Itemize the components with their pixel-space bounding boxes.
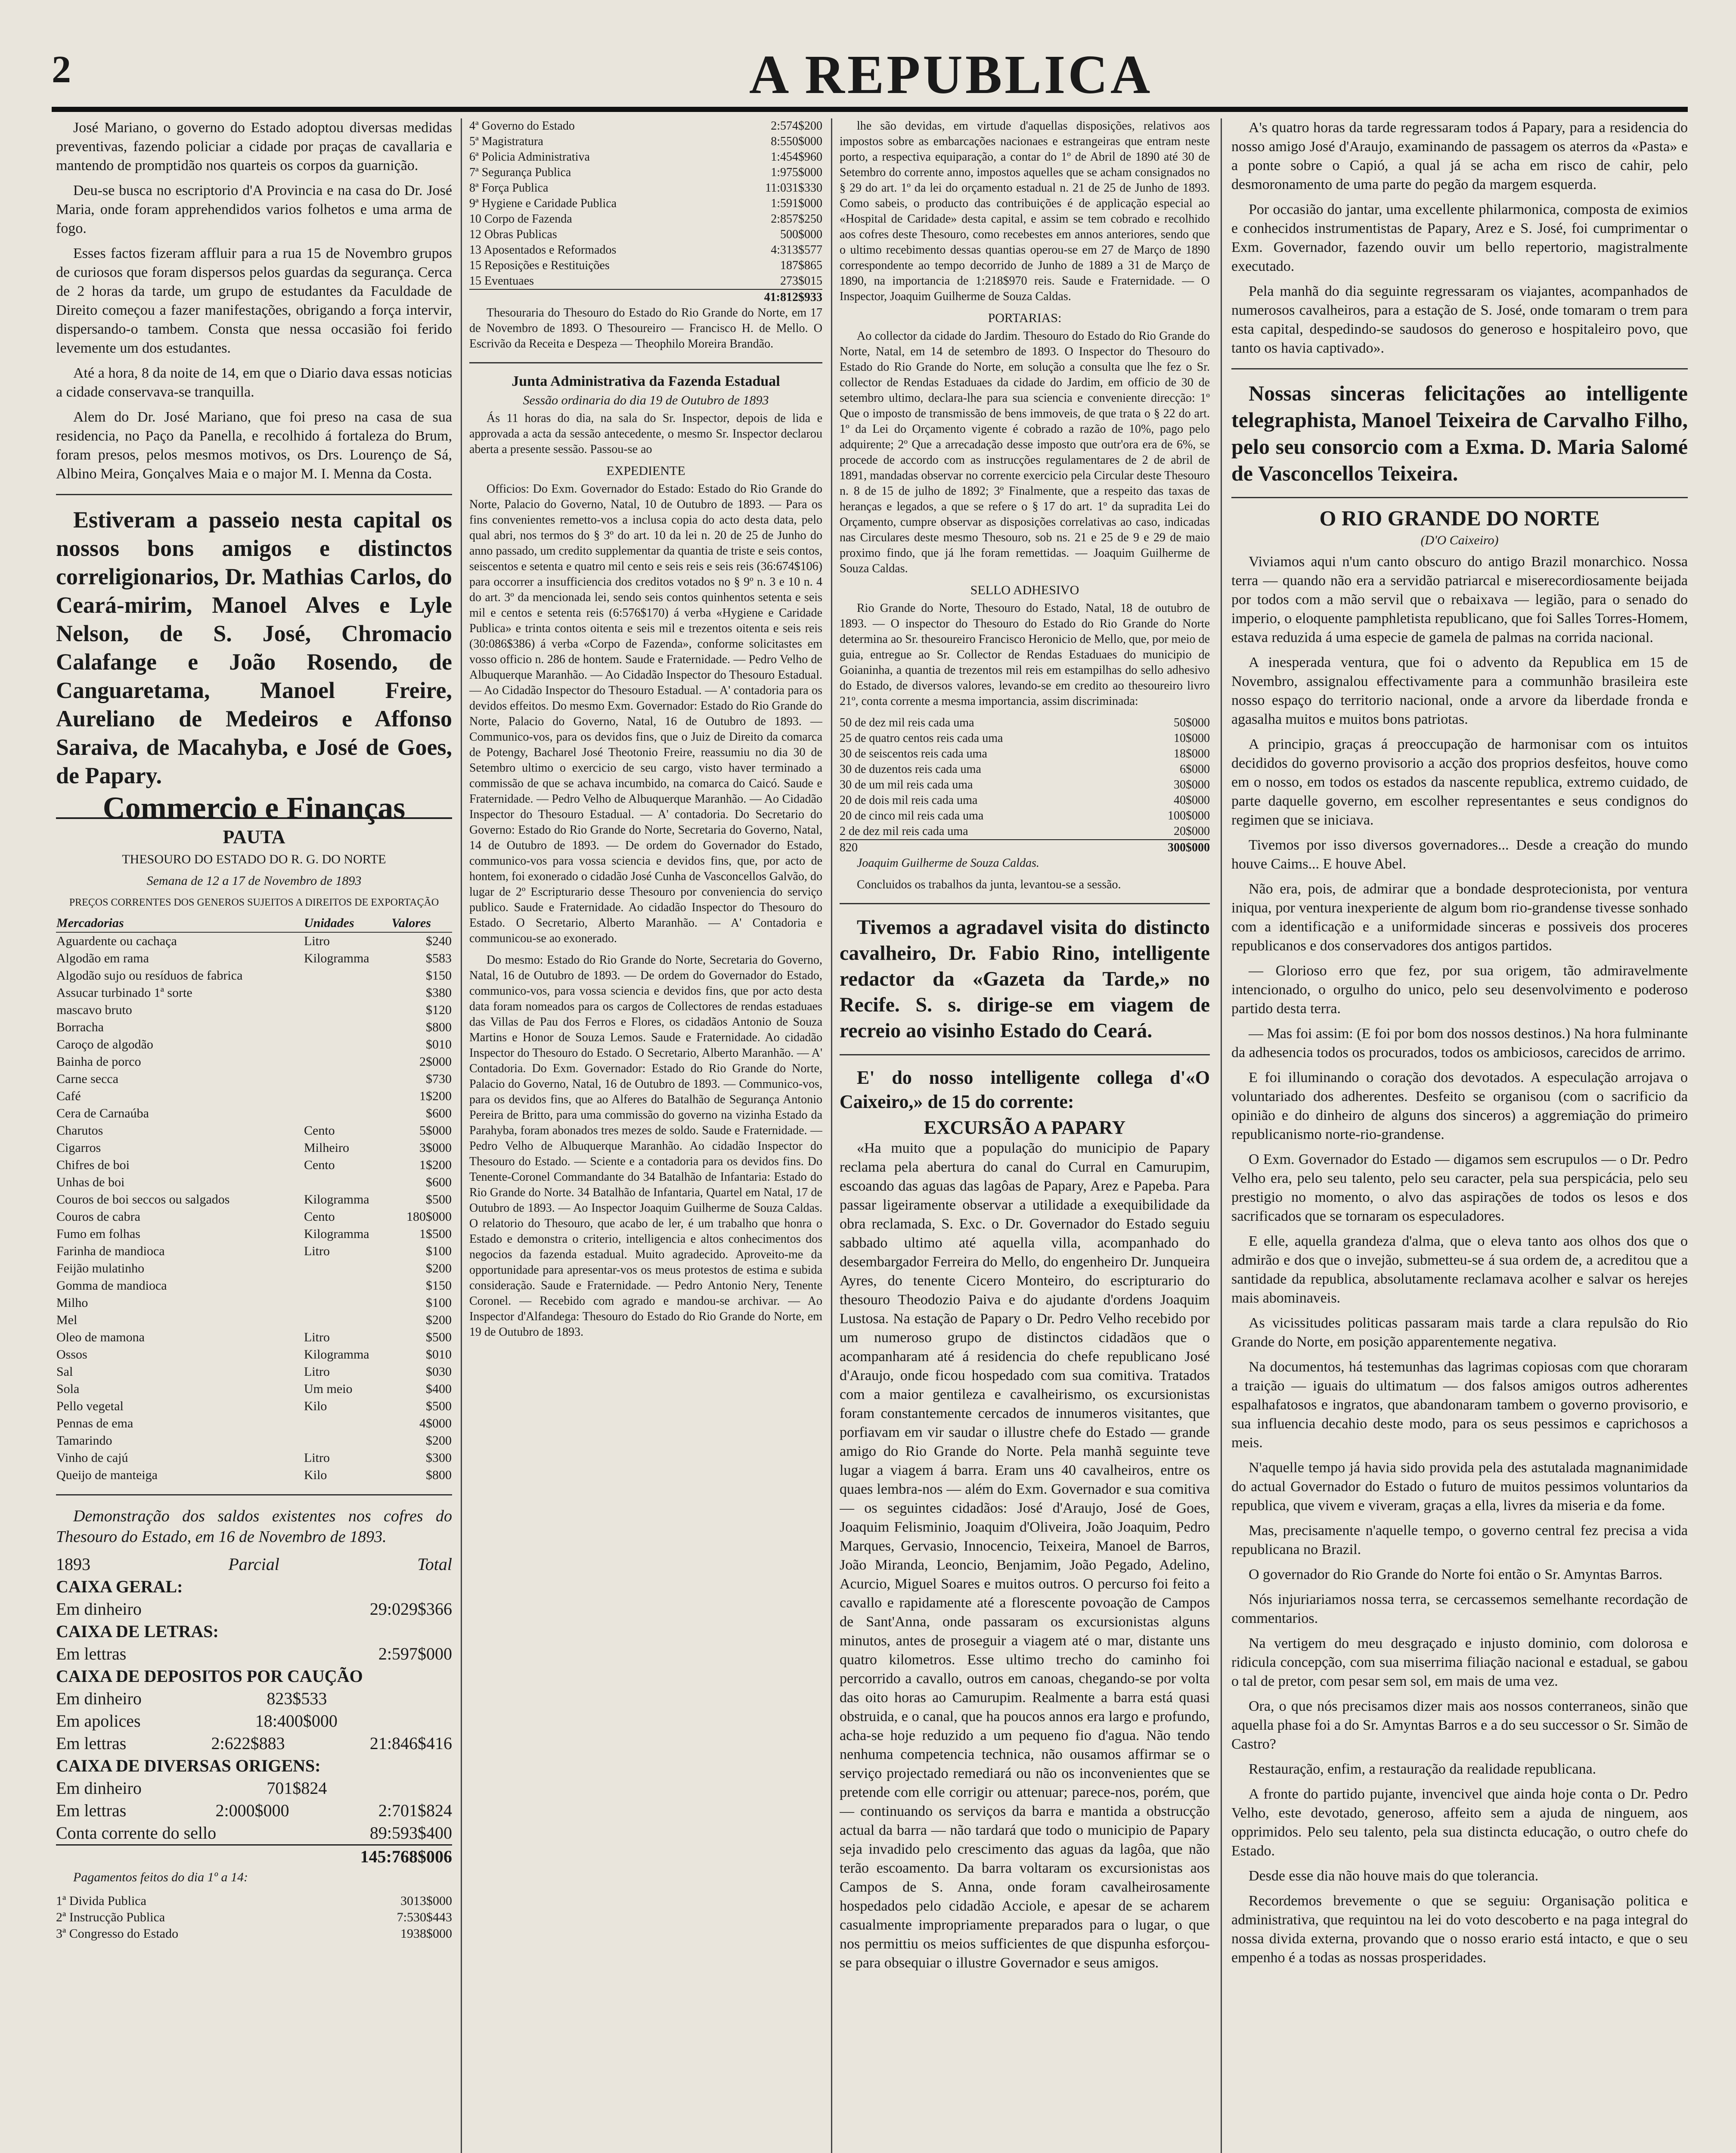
unit-cell: Um meio xyxy=(304,1382,353,1396)
commodity-cell: Sal xyxy=(56,1365,73,1379)
article-paragraph: Alem do Dr. José Mariano, que foi preso na casa de sua residencia, no Paço da Panella, e recolhido á fortaleza do Brum, foram presos, pelos mesmos motivos, os Drs. Lourenço de Sá, Albino Meira, Gonçalves Maia e o major M. I. Menna da Costa. xyxy=(56,409,452,482)
expediente-title: EXPEDIENTE xyxy=(606,464,685,478)
table-header: Mercadorias xyxy=(56,915,304,932)
unit-cell xyxy=(304,1260,391,1277)
article-paragraph: Recordemos brevemente o que se seguiu: Organisação politica e administrativa, que requintou na lei do voto descoberto e na paga integral do nossa divida externa, provando que o nosso erario está intacto, e que o seu empenho é a todas as nossas prosperidades. xyxy=(1231,1893,1688,1966)
commodity-cell: Cera de Carnaúba xyxy=(56,1106,149,1120)
list-item xyxy=(840,715,1210,731)
list-item xyxy=(840,793,1210,808)
list-item xyxy=(469,118,822,134)
article-paragraph: — Glorioso erro que fez, por sua origem, tão admiravelmente intencionado, o orgulho do unico, pelo seu desenvolvimento e poderoso partido desta terra. xyxy=(1231,963,1688,1017)
masthead xyxy=(52,39,1688,103)
value-cell: 5$000 xyxy=(419,1123,452,1138)
commodity-cell: Gomma de mandioca xyxy=(56,1278,167,1293)
article-paragraph: — Mas foi assim: (E foi por bom dos nossos destinos.) Na hora fulminante da adhesencia todos os procurados, todos os ambiciosos, carecidos de arrimo. xyxy=(1231,1026,1688,1061)
commodity-cell: Café xyxy=(56,1089,81,1103)
pauta-week: Semana de 12 a 17 de Novembro de 1893 xyxy=(146,874,362,888)
list-item-label: 20 de cinco mil reis cada uma xyxy=(840,809,984,822)
list-item-label: 3ª Congresso do Estado xyxy=(56,1927,179,1941)
table-row xyxy=(56,1243,452,1260)
rgn-title: O RIO GRANDE DO NORTE xyxy=(1319,506,1600,530)
article-paragraph: Restauração, enfim, a restauração da realidade republicana. xyxy=(1249,1761,1596,1777)
commodity-cell: Farinha de mandioca xyxy=(56,1244,165,1258)
value-cell: $600 xyxy=(426,1106,452,1120)
list-item-label: 20 de dois mil reis cada uma xyxy=(840,794,978,807)
commodity-cell: Bainha de porco xyxy=(56,1055,141,1069)
value-cell: 2$000 xyxy=(419,1055,452,1069)
value-cell: $200 xyxy=(426,1313,452,1327)
list-item-value: 20$000 xyxy=(1174,825,1210,838)
separator xyxy=(1231,497,1688,498)
list-item-value: 1:975$000 xyxy=(771,166,822,179)
value-cell: $583 xyxy=(426,951,452,965)
commodity-cell: Sola xyxy=(56,1382,80,1396)
table-row xyxy=(56,1363,452,1381)
list-item xyxy=(469,180,822,196)
separator xyxy=(840,1054,1210,1055)
table-row xyxy=(56,1346,452,1363)
unit-cell: Kilogramma xyxy=(304,1347,369,1362)
list-item-label: 5ª Magistratura xyxy=(469,135,543,148)
list-item-value: 10$000 xyxy=(1174,732,1210,745)
article-paragraph: Esses factos fizeram affluir para a rua 15 de Novembro grupos de curiosos que foram dispersos pelos guardas da segurança. Cerca de 2 horas da tarde, um grupo de estudantes da Faculdade de Direito começou a fazer manifestações, obrigando a força intervir, dispersando-o tambem. Consta que nessa occasião foi ferido levemente um dos estudantes. xyxy=(56,245,452,356)
table-row xyxy=(56,984,452,1002)
commodity-cell: Queijo de manteiga xyxy=(56,1468,158,1482)
list-item-label: 8ª Força Publica xyxy=(469,181,549,195)
junta-text: Ás 11 horas do dia, na sala do Sr. Inspector, depois de lida e approvada a acta da sessão antecedente, o mesmo Sr. Inspector declarou aberta a presente sessão. Passou-se ao xyxy=(469,412,822,456)
list-item-value: 30$000 xyxy=(1174,778,1210,791)
unit-cell: Litro xyxy=(304,1330,330,1344)
caixeiro-note: E' do nosso intelligente collega d'«O Caixeiro,» de 15 do corrente: xyxy=(840,1067,1210,1112)
commodity-cell: Assucar turbinado 1ª sorte xyxy=(56,986,192,1000)
value-cell: $400 xyxy=(426,1382,452,1396)
value-cell: $800 xyxy=(426,1468,452,1482)
list-item-value: 2:574$200 xyxy=(771,119,822,133)
list-item-value: 4:313$577 xyxy=(771,243,822,257)
commodity-cell: Algodão em rama xyxy=(56,951,149,965)
list-item-value: 1:454$960 xyxy=(771,150,822,164)
junta-session: Sessão ordinaria do dia 19 de Outubro de 1893 xyxy=(523,393,769,407)
list-item xyxy=(469,227,822,242)
unit-cell xyxy=(304,1312,391,1329)
article-paragraph: As vicissitudes politicas passaram mais tarde a clara repulsão do Rio Grande do Norte, em posição apparentemente negativa. xyxy=(1231,1315,1688,1350)
value-cell: 1$500 xyxy=(419,1227,452,1241)
newspaper-title: A REPUBLICA xyxy=(749,44,1153,105)
value-cell: $100 xyxy=(426,1296,452,1310)
table-row xyxy=(56,1208,452,1225)
grand-total: 145:768$006 xyxy=(360,1847,452,1866)
table-row xyxy=(56,1225,452,1243)
unit-cell: Litro xyxy=(304,1244,330,1258)
thesouraria-note: Thesouraria do Thesouro do Estado do Rio Grande do Norte, em 17 de Novembro de 1893. O Thesoureiro — Francisco H. de Mello. O Escrivão da Receita e Despeza — Theophilo Moreira Brandão. xyxy=(469,306,822,351)
column-divider xyxy=(1221,118,1222,2153)
list-item-value: 187$865 xyxy=(780,259,822,272)
unit-cell: Cento xyxy=(304,1123,335,1138)
list-item-value: 1:591$000 xyxy=(771,197,822,210)
value-cell: $800 xyxy=(426,1020,452,1034)
unit-cell: Kilogramma xyxy=(304,951,369,965)
commodity-cell: Caroço de algodão xyxy=(56,1037,153,1052)
table-row xyxy=(56,1398,452,1415)
excursao-text: «Ha muito que a população do municipio de Papary reclama pela abertura do canal do Curral en Camurupim, escoando das aguas das lagôas de Papary, Arez e Papeba. Para passar ligeiramente observar a utilidade a exequibilidade da obra reclamada, S. Exc. o Dr. Governador do Estado seguiu sabbado ultimo até aquella villa, acompanhado do desembargador Ferreira do Mello, do engenheiro Dr. Junqueira Ayres, do tenente Cicero Monteiro, do escripturario do thesouro Theodozio Paiva e do ajudante d'ordens Joaquim Lustosa. Na estação de Papary o Dr. Pedro Velho recebido por um numeroso grupo de distinctos cidadãos que o acompanharam até á residencia do chefe republicano José d'Araujo, onde ficou hospedado com sua comitiva. Tratados com a maior gentileza e cavalheirismo, os excursionistas foram constantemente cercados de innumeros visitantes, que porfiavam em vir saudar o illustre chefe do Estado — grande amigo do Rio Grande do Norte. Pela manhã seguinte teve lugar a viagem á barra. Eram uns 40 cavalheiros, entre os quaes lembra-nos — além do Exm. Governador e sua comitiva — os seguintes cidadãos: José d'Araujo, José de Goes, Joaquim Felisminio, Joaquim d'Oliveira, João Joaquim, Pedro Marques, Gervasio, Innocencio, Teixeira, Manoel de Barros, João Miranda, Leoncio, Benjamim, João Pegado, Adelino, Acurcio, Miguel Soares e muitos outros. O percurso foi feito a cavallo e rapidamente até a florescente povoação de Campos de Sant'Anna, onde passaram os excursionistas alguns minutos, antes de proseguir a viagem até o mar, distante uns quatro kilometros. Esse ultimo trecho do caminho foi percorrido a cavallo, outros em canoas, chegando-se por volta das oito horas ao Camurupim. Realmente a barra está quasi obstruida, e o canal, que ha poucos annos era largo e profundo, acha-se hoje reduzido a um pequeno fio d'agua. Não tendo nenhuma competencia technica, não ousamos affirmar se o serviço projectado remediará ou não os inconvenientes que se pretende com elle corrigir ou attenuar; parece-nos, porém, que — continuando os serviços da barra e mantida a obstrucção actual da barra — não tardará que todo o municipio de Papary seja invadido pelo crescimento das aguas da lagôa, que não terão escoamento. Da barra voltaram os excursionistas aos Campos de S. Anna, onde foram cavalheirosamente hospedados pelo cidadão Acciole, e apesar de se acharem casualmente impropriamente preparados para o lugar, o que nos permittiu os meios sufficientes de que dispunha esforçou-se para obsequiar o illustre Governador e seus amigos. xyxy=(840,1140,1210,1971)
list-item-value: 8:550$000 xyxy=(771,135,822,148)
list-item-value: 2:857$250 xyxy=(771,212,822,226)
table-row xyxy=(56,967,452,984)
expediente-text: Do mesmo: Estado do Rio Grande do Norte, Secretaria do Governo, Natal, 16 de Outubro de 1893. — De ordem do Governador do Estado, communico-vos, para vossa sciencia e devidos fins, que por acto desta data foram nomeados para os cargos de Collectores de rendas estaduaes das Villas de Pau dos Ferros e Flores, os cidadãos Antonio de Souza Martins e Honor de Souza Lemos. Saude e Fraternidade. Ao cidadão Inspector do Thesouro do Estado. O Secretario, Alberto Maranhão. — A' Contadoria. Do Exm. Governador: Estado do Rio Grande do Norte, Palacio do Governo, Natal, 16 de Outubro de 1893. — Communico-vos, para os devidos fins, que ao Alferes do Batalhão de Segurança Antonio Pereira de Britto, para uma commissão do governo na vizinha Estado da Parahyba, foram abonados tres mezes de soldo. Saude e Fraternidade. — Pedro Velho de Albuquerque Maranhão. Ao cidadão Inspector do Thesouro do Estado. — Sciente e a contadoria para os devidos fins. Do Tenente-Coronel Commandante do 34 Batalhão de Infantaria: Estado do Rio Grande do Norte. 34 Batalhão de Infantaria, Quartel em Natal, 17 de Outubro de 1893. — Ao Inspector Joaquim Guilherme de Souza Caldas. O relatorio do Thesouro, que acabo de ler, é um trabalho que honra o Estado e demonstra o criterio, intelligencia e altos conhecimentos dos negocios da fazenda estadual. Muito agradecido. Aproveito-me da opportunidade para apresentar-vos os meus protestos de estima e subida consideração. Saude e Fraternidade. — Pedro Antonio Nery, Tenente Coronel. — Recebido com agrado e mandou-se archivar. — Ao Inspector d'Alfandega: Thesouro do Estado do Rio Grande do Norte, em 19 de Outubro de 1893. xyxy=(469,953,822,1339)
unit-cell xyxy=(304,1277,391,1294)
list-item xyxy=(840,777,1210,793)
table-row xyxy=(56,1070,452,1088)
article-paragraph: Na vertigem do meu desgraçado e injusto dominio, com dolorosa e ridicula concepção, com sua miserrima filiação nacional e estadual, se gabou o tal de pretor, com pesar sem sol, em mais de uma vez. xyxy=(1231,1635,1688,1689)
article-paragraph: Não era, pois, de admirar que a bondade desprotecionista, por ventura iniqua, por ventura inexperiente de algum bom rio-grandense tivesse sonhado com a identificação e a uniformidade sinceras e possiveis dos proceres republicanos e dos conservadores dos antigos partidos. xyxy=(1231,881,1688,954)
list-item-value: 18$000 xyxy=(1174,747,1210,760)
table-row xyxy=(56,932,452,950)
table-row xyxy=(56,1036,452,1053)
list-item xyxy=(469,211,822,227)
table-row xyxy=(56,1312,452,1329)
separator xyxy=(469,362,822,363)
list-item xyxy=(469,165,822,180)
portarias-text: Ao collector da cidade do Jardim. Thesouro do Estado do Rio Grande do Norte, Natal, em 14 de setembro de 1893. O Inspector do Thesouro do Estado do Rio Grande do Norte, em solução a consulta que lhe fez o Sr. collector de Rendas Estaduaes da cidade do Jardim, em officio de 30 de setembro ultimo, declara-lhe para sua sciencia e conveniente direcção: 1º Que o imposto de transmissão de bens immoveis, de que trata o § 22 do art. 1º da Lei do Orçamento vigente é cobrado a razão de 10%, pago pelo adquirente; 2º Que a arrecadação desse imposto que outr'ora era de 6%, se procede de accordo com as instrucções regulamentares de 2 de abril de 1891, mandadas observar no corrente exercicio pela Circular deste Thesouro n. 8 de 15 de julho de 1892; 3º Finalmente, que a respeito das taxas de heranças e legados, a que se refere o § 17 do art. 1º da supradita Lei do Orçamento, cumpre observar as disposições correlativas ao caso, indicadas nas Circulares deste mesmo Thesouro, sob ns. 21 e 25 de 9 e 29 de maio proximo findo, que já lhe foram remettidas. — Joaquim Guilherme de Souza Caldas. xyxy=(840,329,1210,575)
unit-cell: Milheiro xyxy=(304,1141,349,1155)
table-header: Unidades xyxy=(304,915,391,932)
list-item xyxy=(840,824,1210,839)
commodity-cell: Pennas de ema xyxy=(56,1416,133,1430)
despesas-total: 41:812$933 xyxy=(764,291,822,304)
commodity-cell: Oleo de mamona xyxy=(56,1330,145,1344)
unit-cell xyxy=(304,1053,391,1070)
commodity-cell: Chifres de boi xyxy=(56,1158,130,1172)
list-item-label: 30 de um mil reis cada uma xyxy=(840,778,973,791)
column-2 xyxy=(469,118,822,2153)
value-cell: $100 xyxy=(426,1244,452,1258)
list-item-label: 15 Eventuaes xyxy=(469,274,534,288)
table-row xyxy=(56,1329,452,1346)
commodity-cell: Fumo em folhas xyxy=(56,1227,140,1241)
article-paragraph: Tivemos por isso diversos governadores... Desde a creação do mundo houve Caims... E houve Abel. xyxy=(1231,837,1688,872)
unit-cell: Litro xyxy=(304,1365,330,1379)
article-paragraph: lhe são devidas, em virtude d'aquellas disposições, relativos aos impostos sobre as embarcações nacionaes e estrangeiras que entram neste porto, a respectiva equiparação, a contar do 1º de Abril de 1890 até 30 de Setembro do corrente anno, impostos aquelles que se acham consignados no § 29 do art. 1º da lei do orçamento estadual n. 21 de 25 de Junho de 1893. Como sabeis, o producto das contribuições é de applicação especial ao «Hospital de Caridade» desta capital, e assim se tem cobrado e recolhido aos cofres deste Thesouro, como recebestes em annos anteriores, sendo que o ultimo recebimento dessas quantias operou-se em 27 de Março de 1890 correspondente ao tempo decorrido de Junho de 1889 a 31 de Março de 1890, na importancia de 1:218$970 reis. Saude e Fraternidade. — O Inspector, Joaquim Guilherme de Souza Caldas. xyxy=(840,119,1210,303)
article-paragraph: A fronte do partido pujante, invencivel que ainda hoje conta o Dr. Pedro Velho, este devotado, generoso, affeito sem a ajuda de ninguem, aos opprimidos. Pelo seu talento, pela sua distincta educação, o outro chefe do Estado. xyxy=(1231,1786,1688,1859)
table-row xyxy=(56,1053,452,1070)
unit-cell xyxy=(304,1415,391,1432)
value-cell: $240 xyxy=(426,934,452,948)
sello-list xyxy=(840,715,1210,839)
value-cell: $730 xyxy=(426,1072,452,1086)
table-header: Valores xyxy=(391,915,452,932)
table-row xyxy=(56,1088,452,1105)
table-row xyxy=(56,950,452,967)
unit-cell xyxy=(304,1294,391,1312)
page-number: 2 xyxy=(52,48,71,91)
list-item-value: 7:530$443 xyxy=(397,1910,452,1924)
value-cell: $600 xyxy=(426,1175,452,1189)
unit-cell xyxy=(304,1070,391,1088)
table-row xyxy=(56,1432,452,1449)
value-cell: $200 xyxy=(426,1433,452,1448)
article-paragraph: Por occasião do jantar, uma excellente philarmonica, composta de eximios e conhecidos instrumentistas de Papary, Arez e S. José, foi cumprimentar o Exm. Governador, fazendo ouvir um bello repertorio, magistralmente executado. xyxy=(1231,202,1688,274)
pauta-subtitle: THESOURO DO ESTADO DO R. G. DO NORTE xyxy=(122,852,386,866)
value-cell: $010 xyxy=(426,1037,452,1052)
list-item-value: 6$000 xyxy=(1180,763,1210,776)
commodity-cell: Algodão sujo ou resíduos de fabrica xyxy=(56,968,243,983)
unit-cell xyxy=(304,1174,391,1191)
commodity-cell: Feijão mulatinho xyxy=(56,1261,145,1275)
commodity-cell: Carne secca xyxy=(56,1072,119,1086)
visitors-note: Estiveram a passeio nesta capital os nossos bons amigos e distinctos correligionarios, Dr. Mathias Carlos, do Ceará-mirim, Manoel Alves e Lyle Nelson, de S. José, Chromacio Calafange e João Rosendo, de Canguaretama, Manoel Freire, Aureliano de Medeiros e Affonso Saraiva, de Macahyba, e José de Goes, de Papary. xyxy=(56,507,452,788)
saldos-title: Demonstração dos saldos existentes nos cofres do Thesouro do Estado, em 16 de Novembro de 1893. xyxy=(56,1507,452,1546)
value-cell: $030 xyxy=(426,1365,452,1379)
list-item xyxy=(840,808,1210,824)
list-item-label: 25 de quatro centos reis cada uma xyxy=(840,732,1003,745)
list-item-value: 3013$000 xyxy=(400,1894,452,1908)
column-4 xyxy=(1231,118,1688,2153)
list-item xyxy=(840,746,1210,762)
despesas-list xyxy=(469,118,822,289)
unit-cell xyxy=(304,967,391,984)
unit-cell xyxy=(304,984,391,1002)
article-paragraph: Até a hora, 8 da noite de 14, em que o Diario dava essas noticias a cidade conservava-se tranquilla. xyxy=(56,365,452,400)
value-cell: 1$200 xyxy=(419,1158,452,1172)
unit-cell xyxy=(304,1088,391,1105)
article-paragraph: Mas, precisamente n'aquelle tempo, o governo central fez precisa a vida republicana no Brazil. xyxy=(1231,1523,1688,1557)
unit-cell: Kilo xyxy=(304,1399,327,1413)
separator xyxy=(56,494,452,495)
list-item-label: 1ª Divida Publica xyxy=(56,1894,146,1908)
article-paragraph: E elle, aquella grandeza d'alma, que o eleva tanto aos olhos dos que o admirão e dos que o invejão, submetteu-se á sua ordem de, a acreditou que a santidade da republica, absolutamente reclamava acolher e salvar os herejes mais abominaveis. xyxy=(1231,1233,1688,1306)
table-row xyxy=(56,1449,452,1467)
list-item xyxy=(56,1893,452,1909)
table-row xyxy=(56,1105,452,1122)
commodity-cell: Vinho de cajú xyxy=(56,1451,128,1465)
caixa-depositos-label: CAIXA DE DEPOSITOS POR CAUÇÃO xyxy=(56,1666,363,1686)
value-cell: 180$000 xyxy=(406,1210,452,1224)
commodity-cell: Milho xyxy=(56,1296,88,1310)
value-cell: $150 xyxy=(426,968,452,983)
article-paragraph: N'aquelle tempo já havia sido provida pela des astutalada magnanimidade do actual Governador do Estado o futuro de muitos pessimos voluntarios da republica, que vivem e viveram, graças a ella, livres da miseria e da fome. xyxy=(1231,1460,1688,1514)
list-item-label: 2ª Instrucção Publica xyxy=(56,1910,165,1924)
unit-cell xyxy=(304,1432,391,1449)
unit-cell: Litro xyxy=(304,1451,330,1465)
sello-title: SELLO ADHESIVO xyxy=(970,583,1079,597)
unit-cell: Kilogramma xyxy=(304,1227,369,1241)
value-cell: 4$000 xyxy=(419,1416,452,1430)
table-row xyxy=(56,1002,452,1019)
excursao-title: EXCURSÃO A PAPARY xyxy=(924,1117,1126,1138)
unit-cell: Cento xyxy=(304,1158,335,1172)
list-item-label: 30 de duzentos reis cada uma xyxy=(840,763,981,776)
unit-cell xyxy=(304,1019,391,1036)
list-item xyxy=(469,149,822,165)
list-item xyxy=(469,273,822,289)
sello-total: 300$000 xyxy=(1168,841,1210,854)
list-item xyxy=(56,1909,452,1926)
value-cell: $500 xyxy=(426,1399,452,1413)
list-item-label: 2 de dez mil reis cada uma xyxy=(840,825,968,838)
article-paragraph: Deu-se busca no escriptorio d'A Provincia e na casa do Dr. José Maria, onde foram apprehendidos varios folhetos e uma arma de fogo. xyxy=(56,183,452,236)
value-cell: $200 xyxy=(426,1261,452,1275)
list-item xyxy=(469,242,822,258)
commodity-cell: Unhas de boi xyxy=(56,1175,125,1189)
list-item xyxy=(469,134,822,149)
table-row xyxy=(56,1415,452,1432)
list-item-value: 273$015 xyxy=(780,274,822,288)
masthead-rule xyxy=(52,107,1688,112)
value-cell: 3$000 xyxy=(419,1141,452,1155)
article-paragraph: José Mariano, o governo do Estado adoptou diversas medidas preventivas, fazendo policiar a cidade por praças de cavallaria e mantendo de promptidão nos quarteis os corpos da guarnição. xyxy=(56,120,452,174)
list-item xyxy=(56,1926,452,1942)
table-row xyxy=(56,1260,452,1277)
commodity-cell: Borracha xyxy=(56,1020,104,1034)
list-item-label: 13 Aposentados e Reformados xyxy=(469,243,617,257)
unit-cell xyxy=(304,1036,391,1053)
table-row xyxy=(56,1174,452,1191)
unit-cell: Litro xyxy=(304,934,330,948)
list-item-value: 50$000 xyxy=(1174,716,1210,729)
column-divider xyxy=(831,118,832,2153)
list-item-label: 7ª Segurança Publica xyxy=(469,166,571,179)
pagamentos-list xyxy=(56,1893,452,1942)
separator xyxy=(840,903,1210,904)
section-title: Commercio e Finanças xyxy=(56,798,452,819)
table-row xyxy=(56,1191,452,1208)
value-cell: $150 xyxy=(426,1278,452,1293)
felicitacoes-note: Nossas sinceras felicitações ao intelligente telegraphista, Manoel Teixeira de Carvalho Filho, pelo seu consorcio com a Exma. D. Maria Salomé de Vasconcellos Teixeira. xyxy=(1231,381,1688,485)
list-item-value: 500$000 xyxy=(780,228,822,241)
article-paragraph: Ora, o que nós precisamos dizer mais aos nossos conterraneos, sinão que aquella phase foi a do Sr. Amyntas Barros e a do seu successor o Sr. Simão de Castro? xyxy=(1231,1698,1688,1752)
value-cell: $500 xyxy=(426,1330,452,1344)
article-paragraph: Viviamos aqui n'um canto obscuro do antigo Brazil monarchico. Nossa terra — quando não era a servidão patriarcal e miserecordiosamente beijada por todos com a mão servil que o rebaixava — legião, para o senado do imperio, o eloquente pamphletista republicano, que foi Salles Torres-Homem, estava reduzida á uma especie de gamela de palmas na corrida nacional. xyxy=(1231,554,1688,645)
unit-cell: Cento xyxy=(304,1210,335,1224)
unit-cell: Kilogramma xyxy=(304,1192,369,1207)
concluidos-note: Concluidos os trabalhos da junta, levantou-se a sessão. xyxy=(857,878,1121,891)
commodity-cell: Pello vegetal xyxy=(56,1399,124,1413)
list-item xyxy=(469,258,822,273)
rino-visit-note: Tivemos a agradavel visita do distincto cavalheiro, Dr. Fabio Rino, intelligente redactor da «Gazeta da Tarde,» no Recife. S. s. dirige-se em viagem de recreio ao visinho Estado do Ceará. xyxy=(840,916,1210,1042)
value-cell: $120 xyxy=(426,1003,452,1017)
table-row xyxy=(56,1122,452,1139)
column-divider xyxy=(461,118,462,2153)
list-item-label: 10 Corpo de Fazenda xyxy=(469,212,572,226)
list-item-label: 12 Obras Publicas xyxy=(469,228,557,241)
table-row xyxy=(56,1294,452,1312)
list-item-label: 30 de seiscentos reis cada uma xyxy=(840,747,987,760)
commodity-cell: Cigarros xyxy=(56,1141,101,1155)
list-item xyxy=(840,762,1210,777)
table-row xyxy=(56,1467,452,1484)
pagamentos-title: Pagamentos feitos do dia 1º a 14: xyxy=(73,1870,248,1884)
list-item-label: 50 de dez mil reis cada uma xyxy=(840,716,974,729)
caixa-diversas-label: CAIXA DE DIVERSAS ORIGENS: xyxy=(56,1756,321,1775)
list-item-label: 9ª Hygiene e Caridade Publica xyxy=(469,197,617,210)
list-item xyxy=(469,196,822,211)
list-item-label: 6ª Policia Administrativa xyxy=(469,150,590,164)
article-paragraph: A's quatro horas da tarde regressaram todos á Papary, para a residencia do nosso amigo José d'Araujo, examinando de passagem os aterros da «Pasta» e a ponte sobre o Capió, a qual já se acha em risco de cahir, pelo desmoronamento de uma parte do pegão da margem esquerda. xyxy=(1231,120,1688,192)
separator xyxy=(56,1494,452,1495)
pauta-table xyxy=(56,915,452,1484)
article-paragraph: Na documentos, há testemunhas das lagrimas copiosas com que choraram a traição — iguais do ultimatum — dos falsos amigos outros adherentes espalhafatosos e ingratos, que abandonaram tambem o governo provisorio, e sua influencia decahio deste modo, para os seus pessimos e caprichosos a meis. xyxy=(1231,1359,1688,1451)
table-row xyxy=(56,1277,452,1294)
value-cell: $010 xyxy=(426,1347,452,1362)
list-item-value: 100$000 xyxy=(1168,809,1210,822)
article-paragraph: Pela manhã do dia seguinte regressaram os viajantes, acompanhados de numerosos cavalheiros, para a estação de S. José, onde tomaram o trem para esta capital, despedindo-se saudosos do generoso e hospitaleiro povo, que tanto os havia captivado». xyxy=(1231,283,1688,356)
list-item-value: 40$000 xyxy=(1174,794,1210,807)
table-row xyxy=(56,1019,452,1036)
list-item-label: 15 Reposições e Restituições xyxy=(469,259,610,272)
article-paragraph: O Exm. Governador do Estado — digamos sem escrupulos — o Dr. Pedro Velho era, pelo seu talento, pelo seu caracter, pela sua perspicácia, pelo seu prestigio no momento, o alvo das aspirações de todos os lesos e dos sacrificados que se tornaram os especuladores. xyxy=(1231,1151,1688,1224)
list-item-value: 11:031$330 xyxy=(765,181,822,195)
separator xyxy=(1231,368,1688,369)
pauta-note: PREÇOS CORRENTES DOS GENEROS SUJEITOS A DIREITOS DE EXPORTAÇÃO xyxy=(69,897,439,908)
column-1: José Mariano, o governo do Estado adoptou diversas medidas preventivas, fazendo policiar a cidade por praças de cavallaria e mantendo de promptidão nos quarteis os corpos da guarnição. Deu-se busca no escriptorio d'A Provincia e na casa do Dr. José Maria, onde foram apprehendidos varios folhetos e uma arma de fogo. Esses factos fizeram affluir para a rua 15 de Novembro grupos de curiosos que foram dispersos pelos guardas da segurança. Cerca de 2 horas da tarde, um grupo de estudantes da Faculdade de Direito começou a fazer manifestações, obrigando a força intervir, dispersando-o tambem. Consta que nessa occasião foi ferido levemente um dos estudantes. Até a hora, 8 da noite de 14, em que o Diario dava essas noticias a cidade conservava-se tranquilla. Alem do Dr. José Mariano, que foi preso na casa de sua residencia, no Paço da Panella, e recolhido á fortaleza do Brum, foram presos, pelos mesmos motivos, os Drs. Lourenço de Sá, Albino Meira, Gonçalves Maia e o major M. I. Menna da Costa. Estiveram a passeio nesta capital os nossos bons amigos e distinctos correligionarios, Dr. Mathias Carlos, do Ceará-mirim, Manoel Alves e Lyle Nelson, de S. José, Chromacio Calafange e João Rosendo, de Canguaretama, Manoel Freire, Aureliano de Medeiros e Affonso Saraiva, de Macahyba, e José de Goes, de Papary. Commercio e Finanças PAUTA THESOURO DO ESTADO DO R. G. DO NORTE Semana de 12 a 17 de Novembro de 1893 PREÇOS CORRENTES DOS GENEROS SUJEITOS A DIREITOS DE EXPORTAÇÃO Mercadorias Unidades Valores Aguardente ou cachaça Litro $240 Algodão em rama Kilogramma $583 Algodão sujo ou resíduos de fabrica $150 Assucar turbinado 1ª sorte $380 mascavo bruto $120 Borracha $800 Caroço de algodão $010 Bainha de porco 2$000 Carne secca $730 Café 1$200 Cera de Carnaúba $600 Charutos Cento 5$000 Cigarros Milheiro 3$000 Chifres de boi Cento 1$200 Unhas de boi $600 Couros de boi seccos ou salgados Kilogramma $500 Couros de cabra Cento 180$000 Fumo em folhas Kilogramma 1$500 Farinha de mandioca Litro $100 Feijão mulatinho $200 Gomma de mandioca $150 Milho $100 Mel $200 Oleo de mamona Litro $500 Ossos Kilogramma $010 Sal Litro $030 Sola Um meio $400 Pello vegetal Kilo $500 Pennas de ema 4$000 Tamarindo $200 Vinho de cajú Litro $300 Queijo de manteiga Kilo $800 Demonstração dos saldos existentes nos cofres do Thesouro do Estado, em 16 de Novembro de 1893. 1893 Parcial Total CAIXA GERAL: Em dinheiro 29:029$366 CAIXA DE LETRAS: Em lettras 2:597$000 CAIXA DE DEPOSITOS POR CAUÇÃO Em dinheiro 823$533 Em apolices 18:400$000 Em lettras 2:622$883 21:846$416 CAIXA DE DIVERSAS ORIGENS: Em dinheiro 701$824 Em lettras 2:000$000 2:701$824 Conta corrente do sello 89:593$400 145:768$006 Pagamentos feitos do dia 1º a 14: 1ª Divida Publica 3013$000 2ª Instrucção Publica 7:530$443 3ª Congresso do Estado 1938$000 xyxy=(56,118,452,2153)
value-cell: $300 xyxy=(426,1451,452,1465)
article-paragraph: E foi illuminando o coração dos devotados. A especulação arrojava o voluntariado dos adherentes. Desfeito se organisou (com o sacrificio da opinião e do dinheiro de alguns dos sinceros) a aggremiação do primeiro republicanismo norte-rio-grandense. xyxy=(1231,1070,1688,1142)
article-paragraph: A principio, graças á preoccupação de harmonisar com os intuitos decididos do governo provisorio a acção dos proprios desfeitos, houve como em o nosso, em todos os estados da nascente republica, extremo cuidado, de parte daquelle governo, em escolher representantes e seus condignos do regimen que se iniciava. xyxy=(1231,736,1688,828)
commodity-cell: Couros de cabra xyxy=(56,1210,140,1224)
caixa-letras-label: CAIXA DE LETRAS: xyxy=(56,1622,219,1641)
commodity-cell: Couros de boi seccos ou salgados xyxy=(56,1192,230,1207)
commodity-cell: Ossos xyxy=(56,1347,87,1362)
commodity-cell: Charutos xyxy=(56,1123,103,1138)
commodity-cell: Mel xyxy=(56,1313,78,1327)
list-item xyxy=(840,731,1210,746)
junta-title: Junta Administrativa da Fazenda Estadual xyxy=(512,373,780,389)
article-paragraph: O governador do Rio Grande do Norte foi então o Sr. Amyntas Barros. xyxy=(1249,1567,1663,1582)
unit-cell xyxy=(304,1002,391,1019)
table-row xyxy=(56,1139,452,1157)
expediente-text: Officios: Do Exm. Governador do Estado: Estado do Rio Grande do Norte, Palacio do Governo, Natal, 10 de Outubro de 1893. — Para os fins convenientes remetto-vos a inclusa copia do acto desta data, pelo qual abri, nos termos do § 3º do art. 10 da lei n. 20 de 25 de Junho do anno passado, um credito supplementar da quantia de triste e seis contos, seiscentos e setenta e quatro mil cento e seis reis e seis reis (36:674$106) para occorrer a insufficiencia dos creditos votados no § 9º n. 3 e 10 n. 4 do art. 3º da mencionada lei, sendo seis contos quinhentos setenta e seis mil e centos e setenta reis (6:576$170) á verba «Hygiene e Caridade Publica» e trinta contos oitenta e seis mil e trezentos oitenta e seis reis (30:086$386) á verba «Corpo de Fazenda», conforme solicitastes em vosso officio n. 286 de hontem. Saude e Fraternidade. — Pedro Velho de Albuquerque Maranhão. — Ao Cidadão Inspector do Thesouro Estadual. — Ao Cidadão Inspector do Thesouro Estadual. — A' contadoria para os devidos effeitos. Do mesmo Exm. Governador: Estado do Rio Grande do Norte, Palacio do Governo, Natal, 16 de Outubro de 1893. — Communico-vos, para os devidos fins, que o Juiz de Direito da comarca de Potengy, Bacharel José Theotonio Freire, reassumiu no dia 30 de Setembro ultimo o exercicio de seu cargo, visto haver terminado a commissão de que se achava incumbido, na comarca do Caicó. Saude e Fraternidade. — Pedro Velho de Albuquerque Maranhão. — Ao Cidadão Inspector do Thesouro Estadual. — A' contadoria. Do Secretario do Governo: Estado do Rio Grande do Norte, Secretaria do Governo, Natal, 14 de Outubro de 1893. — De ordem do Governador do Estado, communico-vos para vossa sciencia e devidos fins, que, por acto de hontem, foi exonerado o cidadão José Cunha de Vasconcellos Galvão, do lugar de 2º Escripturario desse Thesouro por conveniencia do serviço publico. Saude e Fraternidade. Ao cidadão Inspector do Thesouro do Estado. O Secretario, Alberto Maranhão. — A' Contadoria e communicou-se ao exonerado. xyxy=(469,482,822,945)
article-paragraph: Nós injuriariamos nossa terra, se cercassemos semelhante recordação de commentarios. xyxy=(1231,1591,1688,1626)
portarias-title: PORTARIAS: xyxy=(988,311,1062,325)
table-row xyxy=(56,1157,452,1174)
list-item-label: 4ª Governo do Estado xyxy=(469,119,575,133)
pauta-title: PAUTA xyxy=(223,826,285,847)
caixa-geral-label: CAIXA GERAL: xyxy=(56,1577,183,1596)
sello-signature: Joaquim Guilherme de Souza Caldas. xyxy=(857,856,1039,870)
value-cell: $380 xyxy=(426,986,452,1000)
unit-cell xyxy=(304,1105,391,1122)
article-paragraph: Desde esse dia não houve mais do que tolerancia. xyxy=(1249,1868,1539,1884)
sello-text: Rio Grande do Norte, Thesouro do Estado, Natal, 18 de outubro de 1893. — O inspector do Thesouro do Estado do Rio Grande do Norte determina ao Sr. thesoureiro Francisco Heronicio de Mello, que, por meio de guia, entregue ao Sr. Collector de Rendas Estaduaes do municipio de Goianinha, a quantia de trezentos mil reis em estampilhas do sello adhesivo do Estado, de diversos valores, levando-se em credito ao thesoureiro livro 21º, conta corrente a mesma importancia, assim discriminada: xyxy=(840,602,1210,708)
article-paragraph: A inesperada ventura, que foi o advento da Republica em 15 de Novembro, assignalou effectivamente para a communhão brasileira este nosso espaço do territorio nacional, onde a arvore da liberdade fronda e agasalha muitos e muitos bons patriotas. xyxy=(1231,655,1688,727)
unit-cell: Kilo xyxy=(304,1468,327,1482)
column-3: lhe são devidas, em virtude d'aquellas disposições, relativos aos impostos sobre as embarcações nacionaes e estrangeiras que entram neste porto, a respectiva equiparação, a contar do 1º de Abril de 1890 até 30 de Setembro do corrente anno, impostos aquelles que se acham consignados no § 29 do art. 1º da lei do orçamento estadual n. 21 de 25 de Junho de 1893. Como sabeis, o producto das contribuições é de applicação especial ao «Hospital de Caridade» desta capital, e assim se tem cobrado e recolhido aos cofres deste Thesouro, como recebestes em annos anteriores, sendo que o ultimo recebimento dessas quantias operou-se em 27 de Março de 1890 correspondente ao tempo decorrido de Junho de 1889 a 31 de Março de 1890, na importancia de 1:218$970 reis. Saude e Fraternidade. — O Inspector, Joaquim Guilherme de Souza Caldas. PORTARIAS: Ao collector da cidade do Jardim. Thesouro do Estado do Rio Grande do Norte, Natal, em 14 de setembro de 1893. O Inspector do Thesouro do Estado do Rio Grande do Norte, em solução a consulta que lhe fez o Sr. collector de Rendas Estaduaes da cidade do Jardim, em officio de 30 de setembro ultimo, declara-lhe para sua sciencia e conveniente direcção: 1º Que o imposto de transmissão de bens immoveis, de que trata o § 22 do art. 1º da Lei do Orçamento vigente é cobrado a razão de 10%, pago pelo adquirente; 2º Que a arrecadação desse imposto que outr'ora era de 6%, se procede de accordo com as instrucções regulamentares de 2 de abril de 1891, mandadas observar no corrente exercicio pela Circular deste Thesouro n. 8 de 15 de julho de 1892; 3º Finalmente, que a respeito das taxas de heranças e legados, a que se refere o § 17 do art. 1º da supradita Lei do Orçamento, cumpre observar as disposições correlativas ao caso, indicadas nas Circulares deste mesmo Thesouro, sob ns. 21 e 25 de 9 e 29 de maio proximo findo, que já lhe foram remettidas. — Joaquim Guilherme de Souza Caldas. SELLO ADHESIVO Rio Grande do Norte, Thesouro do Estado, Natal, 18 de outubro de 1893. — O inspector do Thesouro do Estado do Rio Grande do Norte determina ao Sr. thesoureiro Francisco Heronicio de Mello, que, por meio de guia, entregue ao Sr. Collector de Rendas Estaduaes do municipio de Goianinha, a quantia de trezentos mil reis em estampilhas do sello adhesivo do Estado, de diversos valores, levando-se em credito ao thesoureiro livro 21º, conta corrente a mesma importancia, assim discriminada: 50 de dez mil reis cada uma 50$000 25 de quatro centos reis cada uma 10$000 30 de seiscentos reis cada uma 18$000 30 de duzentos reis cada uma 6$000 30 de um mil reis cada uma 30$000 20 de dois mil reis cada uma 40$000 20 de cinco mil reis cada uma 100$000 2 de dez mil reis cada uma 20$000 820 300$000 Joaquim Guilherme de Souza Caldas. Concluidos os trabalhos da junta, levantou-se a sessão. Tivemos a agradavel visita do distincto cavalheiro, Dr. Fabio Rino, intelligente redactor da «Gazeta da Tarde,» no Recife. S. s. dirige-se em viagem de recreio ao visinho Estado do Ceará. E' do nosso intelligente collega d'«O Caixeiro,» de 15 do corrente: EXCURSÃO A PAPARY «Ha muito que a população do municipio de Papary reclama pela abertura do canal do Curral en Camurupim, escoando das aguas das lagôas de Papary, Arez e Papeba. Para passar ligeiramente observar a utilidade a exequibilidade da obra reclamada, S. Exc. o Dr. Governador do Estado seguiu sabbado ultimo até aquella villa, acompanhado do desembargador Ferreira do Mello, do engenheiro Dr. Junqueira Ayres, do tenente Cicero Monteiro, do escripturario do thesouro Theodozio Paiva e do ajudante d'ordens Joaquim Lustosa. Na estação de Papary o Dr. Pedro Velho recebido por um numeroso grupo de distinctos cidadãos que o acompanharam até á residencia do chefe republicano José d'Araujo, onde ficou hospedado com sua comitiva. Tratados com a maior gentileza e cavalheirismo, os excursionistas foram constantemente cercados de innumeros visitantes, que porfiavam em vir saudar o illustre chefe do Estado — grande amigo do Rio Grande do Norte. Pela manhã seguinte teve lugar a viagem á barra. Eram uns 40 cavalheiros, entre os quaes lembra-nos — além do Exm. Governador e sua comitiva — os seguintes cidadãos: José d'Araujo, José de Goes, Joaquim Felisminio, Joaquim d'Oliveira, João Joaquim, Pedro Marques, Gervasio, Innocencio, Teixeira, Manoel de Barros, João Miranda, Leoncio, Benjamim, João Pegado, Adelino, Acurcio, Miguel Soares e muitos outros. O percurso foi feito a cavallo e rapidamente até a florescente povoação de Campos de Sant'Anna, onde passaram os excursionistas alguns minutos, antes de proseguir a viagem até o mar, distante uns quatro kilometros. Esse ultimo trecho do caminho foi percorrido a cavallo, outros em canoas, chegando-se por volta das oito horas ao Camurupim. Realmente a barra está quasi obstruida, e o canal, que ha poucos annos era largo e profundo, acha-se hoje reduzido a um pequeno fio d'agua. Não tendo nenhuma competencia technica, não ousamos affirmar se o serviço projectado remediará ou não os inconvenientes que se pretende com elle corrigir ou attenuar; parece-nos, porém, que — continuando os serviços da barra e mantida a obstrucção actual da barra — não tardará que todo o municipio de Papary seja invadido pelo crescimento das aguas da lagôa, que não terão escoamento. Da barra voltaram os excursionistas aos Campos de S. Anna, onde foram cavalheirosamente hospedados pelo cidadão Acciole, e apesar de se acharem casualmente impropriamente preparados para o lugar, o que nos permittiu os meios sufficientes de que dispunha esforçou-se para obsequiar o illustre Governador e seus amigos. xyxy=(840,118,1210,2153)
list-item-value: 1938$000 xyxy=(400,1927,452,1941)
rgn-source: (D'O Caixeiro) xyxy=(1420,533,1499,547)
commodity-cell: Aguardente ou cachaça xyxy=(56,934,177,948)
table-row xyxy=(56,1381,452,1398)
value-cell: $500 xyxy=(426,1192,452,1207)
saldos-header: 1893 Parcial Total xyxy=(56,1554,452,1574)
commodity-cell: Tamarindo xyxy=(56,1433,112,1448)
commodity-cell: mascavo bruto xyxy=(56,1003,132,1017)
value-cell: 1$200 xyxy=(419,1089,452,1103)
